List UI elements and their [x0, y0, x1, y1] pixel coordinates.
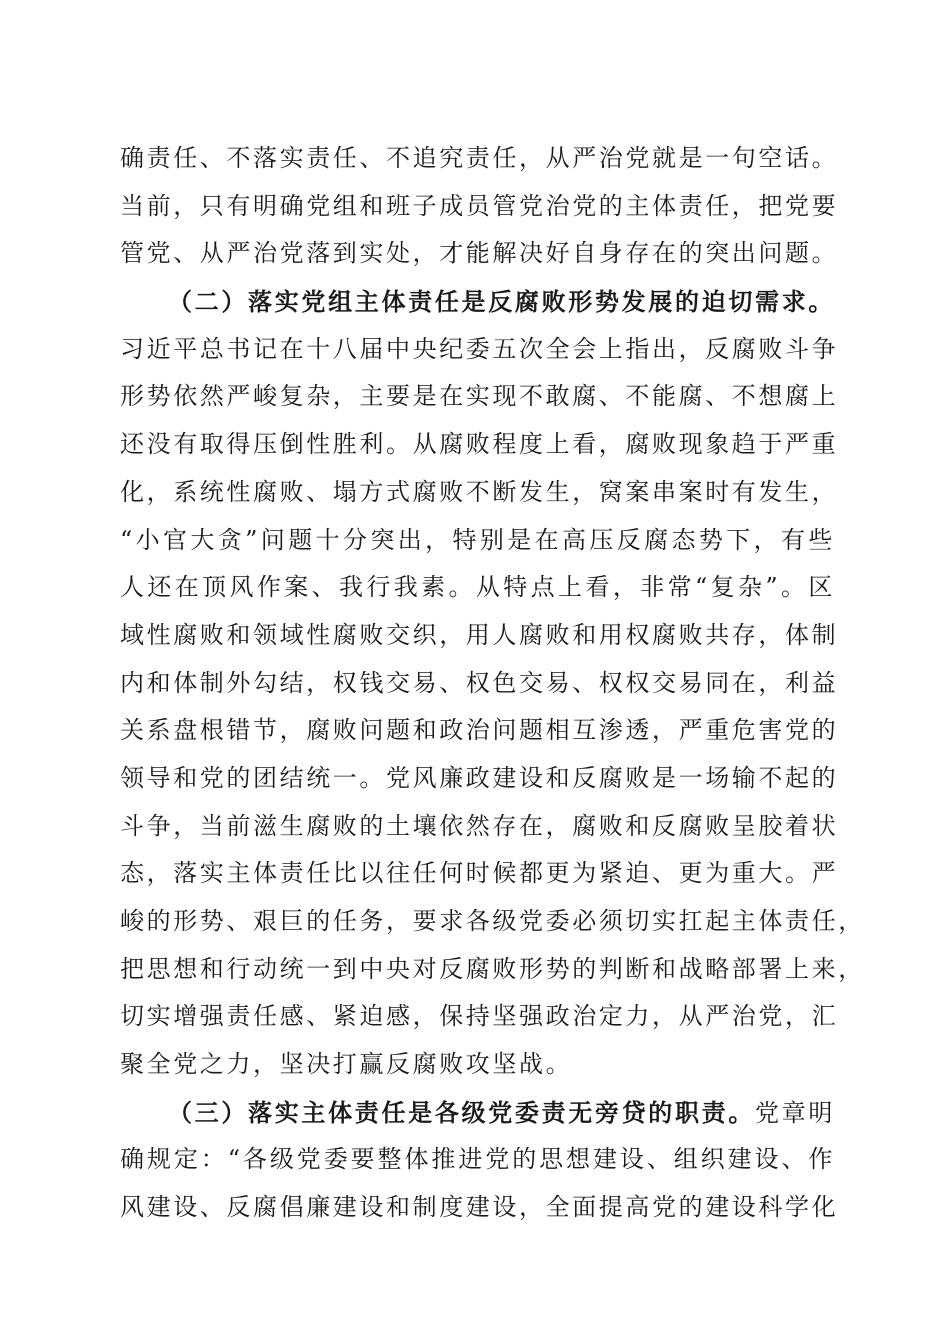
text-line: 当前，只有明确党组和班子成员管党治党的主体责任，把党要 [120, 191, 839, 220]
text-line: 切实增强责任感、紧迫感，保持坚强政治定力，从严治党，汇 [120, 1002, 839, 1031]
text-line: 风建设、反腐倡廉建设和制度建设，全面提高党的建设科学化 [120, 1193, 839, 1222]
text-line: 习近平总书记在十八届中央纪委五次全会上指出，反腐败斗争 [120, 334, 839, 363]
text-line: 人还在顶风作案、我行我素。从特点上看，非常“复杂”。区 [120, 573, 835, 602]
paragraph-1 [120, 135, 839, 278]
text-line: 管党、从严治党落到实处，才能解决好自身存在的突出问题。 [120, 239, 839, 268]
text-line: 聚全党之力，坚决打赢反腐败攻坚战。 [120, 1050, 573, 1079]
text-line: 域性腐败和领域性腐败交织，用人腐败和用权腐败共存，体制 [120, 620, 839, 649]
text-line: 化，系统性腐败、塌方式腐败不断发生，窝案串案时有发生， [120, 477, 839, 506]
text-line: 还没有取得压倒性胜利。从腐败程度上看，腐败现象趋于严重 [120, 430, 839, 459]
text-line: 把思想和行动统一到中央对反腐败形势的判断和战略部署上来， [120, 954, 865, 983]
text-line: 确规定：“各级党委要整体推进党的思想建设、组织建设、作 [120, 1145, 835, 1174]
text-line: 态，落实主体责任比以往任何时候都更为紧迫、更为重大。严 [120, 859, 839, 888]
paragraph-2 [120, 278, 865, 1089]
section-heading-line [120, 1089, 835, 1137]
text-line: 形势依然严峻复杂，主要是在实现不敢腐、不能腐、不想腐上 [120, 382, 839, 411]
section-heading: （三）落实主体责任是各级党委责无旁贷的职责。 [168, 1097, 756, 1127]
text-line: 关系盘根错节，腐败问题和政治问题相互渗透，严重危害党的 [120, 716, 839, 745]
heading-tail-text: 党章明 [755, 1098, 835, 1127]
text-line: “小官大贪”问题十分突出，特别是在高压反腐态势下，有些 [120, 525, 835, 554]
text-line: 领导和党的团结统一。党风廉政建设和反腐败是一场输不起的 [120, 763, 839, 792]
paragraph-3 [120, 1089, 839, 1232]
section-heading: （二）落实党组主体责任是反腐败形势发展的迫切需求。 [168, 287, 835, 317]
text-line: 内和体制外勾结，权钱交易、权色交易、权权交易同在，利益 [120, 668, 839, 697]
text-line: 峻的形势、艰巨的任务，要求各级党委必须切实扛起主体责任， [120, 907, 865, 935]
body-text [120, 135, 865, 1232]
text-line: 斗争，当前滋生腐败的土壤依然存在，腐败和反腐败呈胶着状 [120, 811, 839, 840]
text-line: 确责任、不落实责任、不追究责任，从严治党就是一句空话。 [120, 144, 839, 172]
